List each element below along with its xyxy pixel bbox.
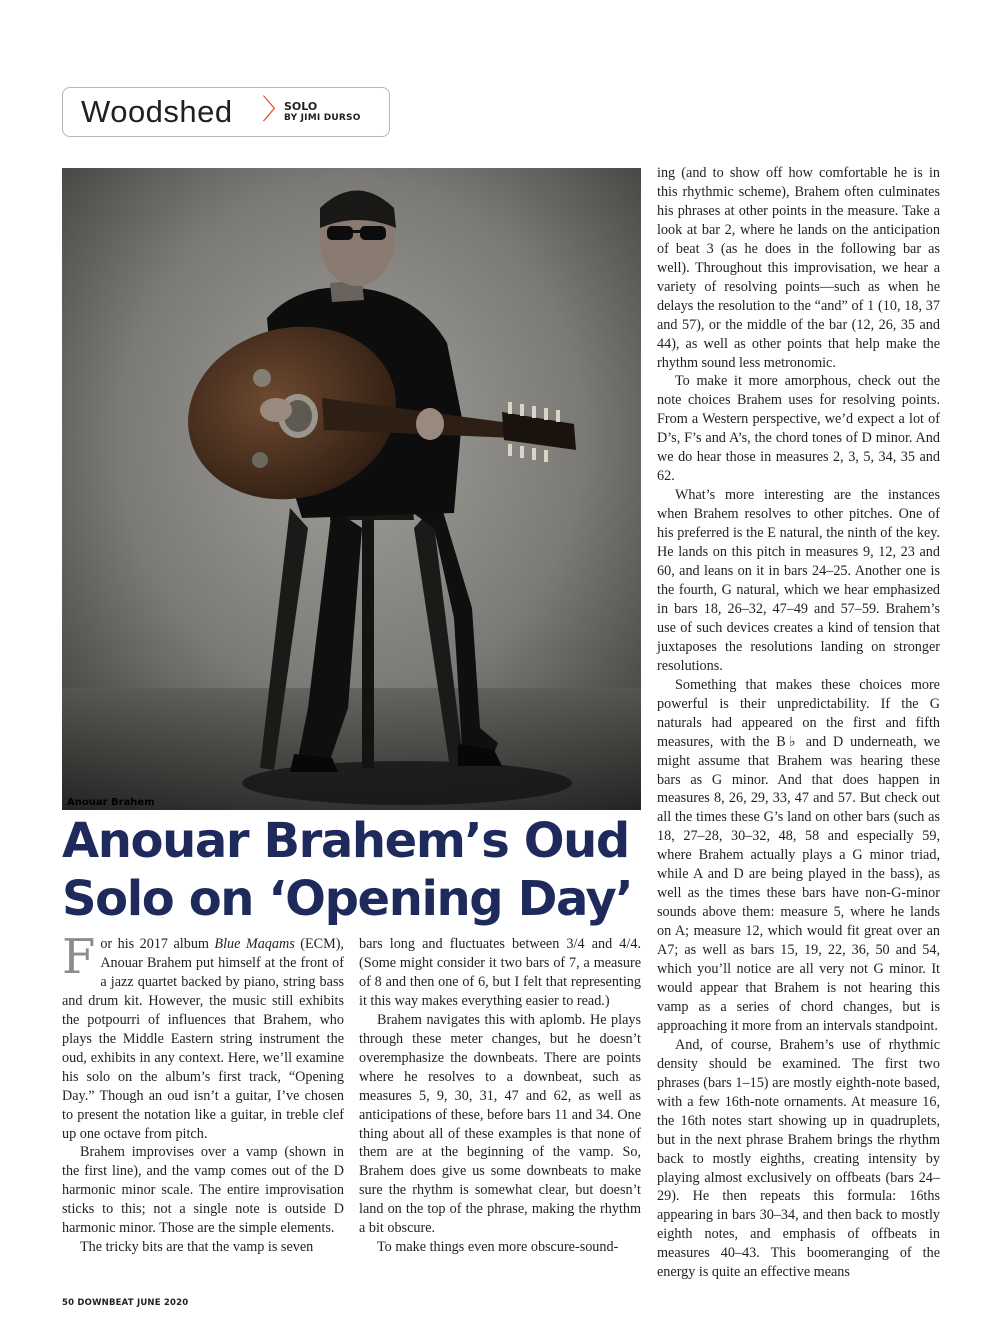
oud-player-illustration: [62, 168, 641, 810]
article-column-1: [62, 929, 344, 1257]
paragraph: bars long and fluctuates between 3/4 and 4/4. (Some might consider it two bars of 7, a measure of 8 and then one of 6, but I felt that representing it this way makes everything easier to read.): [359, 936, 641, 1009]
paragraph: To make things even more obscure-sound-: [377, 1239, 619, 1256]
chevron-right-icon: 〉: [262, 93, 291, 126]
page-footer: [62, 1298, 188, 1308]
paragraph: To make it more amorphous, check out the note choices Brahem uses for resolving points. From a Western perspective, we’d expect a lot of D’s, F’s and A’s, the chord tones of D minor. And we do hear those in measures 2, 3, 5, 34, 35 and 62.: [657, 373, 940, 485]
headline-line-2: Solo on ‘Opening Day’: [62, 871, 633, 927]
paragraph: Something that makes these choices more powerful is their unpredictability. If the G naturals had appeared on the first and fifth measures, with the B♭ and D underneath, we might assume that Brahem was hearing these bars as G minor. And that does happen in measures 8, 26, 29, 33, 47 and 57. But check out all the times these G’s land on other bars (such as 18, 27–28, 30–32, 48, 58 and especially 59, where Brahem actually plays a G minor triad, while A and D are being played in the bass), as well as the times these bars have non-G-minor sounds above them: measure 5, where he lands on A; measure 12, which would fit great over an A7; as well as bars 15, 19, 22, 36, 50 and 54, which you’ll notice are all very not G minor. It would appear that Brahem is not hearing this vamp as a series of chord changes, but is approaching it more from an intervals standpoint.: [657, 676, 940, 1034]
magazine-name: DOWNBEAT: [77, 1298, 134, 1308]
artist-photo: [62, 168, 641, 810]
paragraph: Brahem improvises over a vamp (shown in the first line), and the vamp comes out of the D harmonic minor scale. The entire improvisation sticks to this; not a single note is outside D harmonic minor. Those are the simple elements.: [62, 1144, 344, 1237]
paragraph-text: or his 2017 album: [100, 936, 215, 952]
headline-line-1: Anouar Brahem’s Oud: [62, 813, 629, 869]
issue-date: JUNE 2020: [136, 1298, 189, 1308]
section-label: SOLO: [284, 100, 318, 113]
paragraph: What’s more interesting are the instances when Brahem resolves to other pitches. One of his preferred is the E natural, the ninth of the key. He lands on this pitch in measures 9, 12, 23 and 60, and leans on it in bars 24–25. Another one is the fourth, G natural, which we hear emphasized in bars 18, 26–32, 47–49 and 57–59. Brahem’s use of such devices creates a kind of tension that juxtaposes the resolutions landing on stronger resolutions.: [657, 487, 940, 674]
department-header: [62, 87, 390, 137]
paragraph-text: (ECM), Anouar Brahem put himself at the front of a jazz quartet backed by piano, string bass and drum kit. However, the music still exhibits the potpourri of influences that Brahem, who plays the Middle Eastern string instrument the oud, exhibits in any context. Here, we’ll examine his solo on the album’s first track, “Opening Day.” Though an oud isn’t a guitar, I’ve chosen to present the notation like a guitar, in treble clef up one octave from pitch.: [62, 936, 344, 1142]
byline: BY JIMI DURSO: [284, 113, 361, 123]
page-number: 50: [62, 1298, 75, 1308]
paragraph: ing (and to show off how comfortable he is in this rhythmic scheme), Brahem often culminates his phrases at other points in the measure. Take a look at bar 2, where he lands on the anticipation of beat 3 (as he does in the following bar as well). Throughout this improvisation, we hear a variety of resolving points—such as when he delays the resolution to the “and” of 1 (10, 18, 37 and 57), or the middle of the bar (12, 26, 35 and 44), as well as other points that help make the rhythm sound less metronomic.: [657, 165, 940, 371]
paragraph: [62, 929, 344, 1143]
department-name: Woodshed: [81, 94, 233, 129]
article-headline: [62, 812, 652, 928]
photo-caption: Anouar Brahem: [67, 797, 155, 808]
article-column-3: [657, 164, 940, 1282]
drop-cap: F: [62, 929, 96, 985]
album-title: Blue Maqams: [214, 936, 295, 952]
paragraph: And, of course, Brahem’s use of rhythmic density should be examined. The first two phrases (bars 1–15) are mostly eighth-note based, with a few 16th-note ornaments. At measure 16, the 16th notes start showing up in quadruplets, but in the next phrase Brahem brings the rhythm back to mostly eighths, creating intensity by playing almost exclusively on offbeats (bars 24–29). He then repeats this formula: 16ths appearing in bars 30–34, and then back to mostly eighth notes, and emphasis of offbeats in measures 40–43. This boomeranging of the energy is quite an effective means: [657, 1036, 940, 1281]
paragraph: The tricky bits are that the vamp is seven: [80, 1239, 314, 1256]
paragraph: Brahem navigates this with aplomb. He plays through these meter changes, but he doesn’t overemphasize the downbeats. There are points where he resolves to a downbeat, such as measures 5, 9, 30, 31, 47 and 62, as well as anticipations of these, before bars 11 and 34. One thing about all of these examples is that none of them are at the beginning of the vamp. So, Brahem does give us some downbeats to make sure the rhythm is somewhat clear, but doesn’t land on the top of the phrase, making the rhythm a bit obscure.: [359, 1011, 641, 1237]
article-column-2: [359, 935, 641, 1257]
